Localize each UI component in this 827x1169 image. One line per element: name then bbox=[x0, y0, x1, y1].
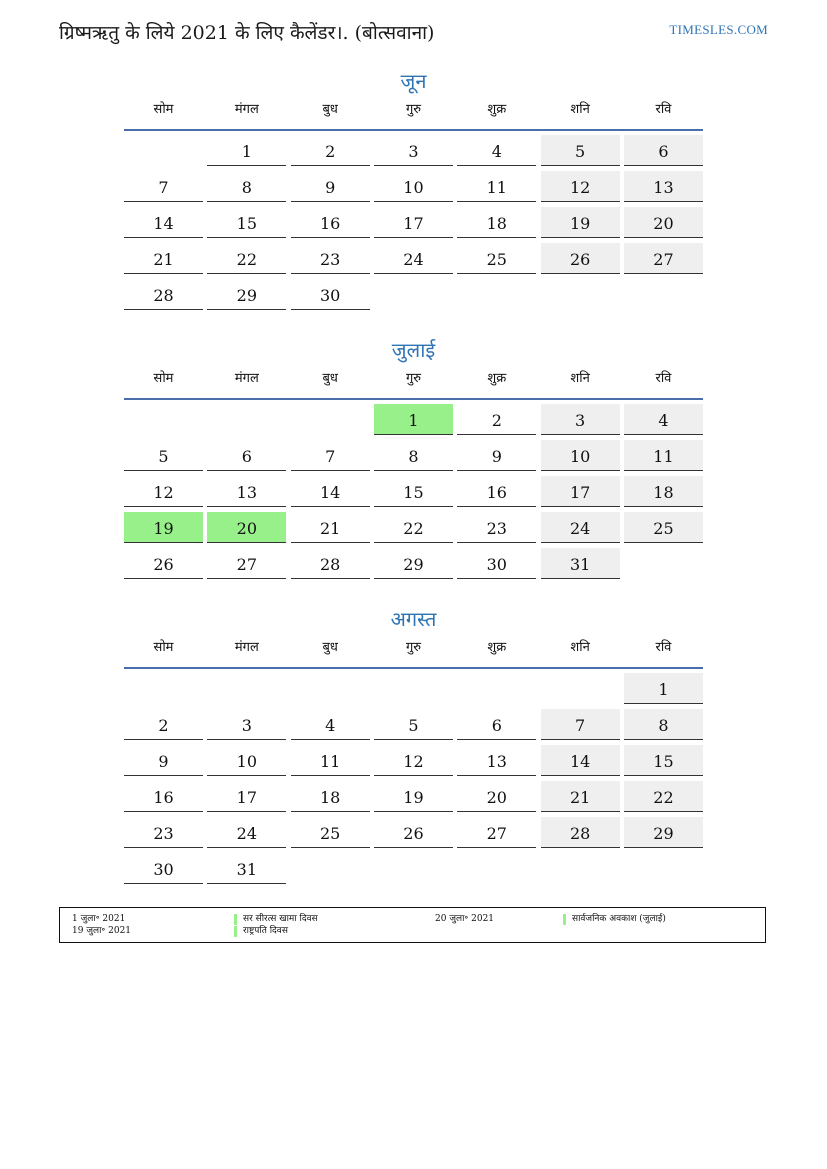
weekday-label: शुक्र bbox=[487, 102, 507, 117]
weekend-day-cell: 7 bbox=[541, 709, 620, 740]
weekday-label: गुरु bbox=[405, 371, 422, 386]
day-cell: 15 bbox=[207, 207, 286, 238]
day-cell: 23 bbox=[457, 512, 536, 543]
month-august bbox=[124, 604, 703, 889]
day-cell: 9 bbox=[457, 440, 536, 471]
week-row bbox=[124, 171, 703, 207]
empty-cell bbox=[291, 853, 370, 884]
day-cell: 7 bbox=[124, 171, 203, 202]
day-cell: 8 bbox=[374, 440, 453, 471]
day-cell: 6 bbox=[457, 709, 536, 740]
weekday-header bbox=[124, 365, 703, 400]
weekend-day-cell: 18 bbox=[624, 476, 703, 507]
day-cell: 18 bbox=[291, 781, 370, 812]
empty-cell bbox=[624, 853, 703, 884]
weekend-day-cell: 8 bbox=[624, 709, 703, 740]
day-cell: 27 bbox=[207, 548, 286, 579]
empty-cell bbox=[541, 853, 620, 884]
weekday-label: रवि bbox=[655, 640, 672, 655]
day-cell: 17 bbox=[374, 207, 453, 238]
day-cell: 21 bbox=[124, 243, 203, 274]
empty-cell bbox=[374, 279, 453, 310]
empty-cell bbox=[291, 404, 370, 435]
day-cell: 19 bbox=[374, 781, 453, 812]
day-cell: 5 bbox=[374, 709, 453, 740]
legend-holiday-name: सर सीरत्स खामा दिवस bbox=[234, 914, 318, 925]
day-cell: 16 bbox=[457, 476, 536, 507]
month-july bbox=[124, 335, 703, 584]
weekend-day-cell: 15 bbox=[624, 745, 703, 776]
weekday-label: मंगल bbox=[234, 640, 259, 655]
weekend-day-cell: 14 bbox=[541, 745, 620, 776]
empty-cell bbox=[457, 279, 536, 310]
empty-cell bbox=[207, 404, 286, 435]
week-row bbox=[124, 476, 703, 512]
weekend-day-cell: 28 bbox=[541, 817, 620, 848]
weekend-day-cell: 12 bbox=[541, 171, 620, 202]
day-cell: 2 bbox=[291, 135, 370, 166]
day-cell: 20 bbox=[457, 781, 536, 812]
day-cell: 23 bbox=[291, 243, 370, 274]
weekend-day-cell: 13 bbox=[624, 171, 703, 202]
empty-cell bbox=[541, 673, 620, 704]
month-grid bbox=[124, 404, 703, 584]
site-link[interactable]: TIMESLES.COM bbox=[669, 22, 768, 37]
weekday-label: शनि bbox=[570, 640, 590, 655]
month-june bbox=[124, 66, 703, 315]
empty-cell bbox=[374, 853, 453, 884]
day-cell: 8 bbox=[207, 171, 286, 202]
empty-cell bbox=[124, 135, 203, 166]
day-cell: 24 bbox=[207, 817, 286, 848]
weekday-label: सोम bbox=[153, 102, 174, 117]
week-row bbox=[124, 135, 703, 171]
week-row bbox=[124, 404, 703, 440]
day-cell: 30 bbox=[124, 853, 203, 884]
weekday-label: सोम bbox=[153, 371, 174, 386]
empty-cell bbox=[457, 853, 536, 884]
day-cell: 28 bbox=[124, 279, 203, 310]
day-cell: 29 bbox=[374, 548, 453, 579]
empty-cell bbox=[374, 673, 453, 704]
day-cell: 5 bbox=[124, 440, 203, 471]
weekend-day-cell: 26 bbox=[541, 243, 620, 274]
weekday-label: शनि bbox=[570, 371, 590, 386]
weekday-label: बुध bbox=[322, 371, 338, 386]
empty-cell bbox=[624, 279, 703, 310]
day-cell: 25 bbox=[291, 817, 370, 848]
legend-date: 19 जुला॰ 2021 bbox=[72, 926, 132, 936]
month-name: अगस्त bbox=[390, 607, 437, 631]
day-cell: 22 bbox=[207, 243, 286, 274]
week-row bbox=[124, 440, 703, 476]
holiday-day-cell: 1 bbox=[374, 404, 453, 435]
weekend-day-cell: 10 bbox=[541, 440, 620, 471]
day-cell: 21 bbox=[291, 512, 370, 543]
day-cell: 10 bbox=[207, 745, 286, 776]
day-cell: 9 bbox=[291, 171, 370, 202]
legend-date: 20 जुला॰ 2021 bbox=[435, 914, 495, 924]
week-row bbox=[124, 673, 703, 709]
weekday-label: शुक्र bbox=[487, 371, 507, 386]
weekend-day-cell: 3 bbox=[541, 404, 620, 435]
day-cell: 17 bbox=[207, 781, 286, 812]
weekend-day-cell: 27 bbox=[624, 243, 703, 274]
weekend-day-cell: 4 bbox=[624, 404, 703, 435]
week-row bbox=[124, 243, 703, 279]
day-cell: 27 bbox=[457, 817, 536, 848]
day-cell: 11 bbox=[457, 171, 536, 202]
empty-cell bbox=[207, 673, 286, 704]
empty-cell bbox=[124, 404, 203, 435]
week-row bbox=[124, 817, 703, 853]
legend-holiday-name: राष्ट्रपति दिवस bbox=[234, 926, 288, 937]
day-cell: 23 bbox=[124, 817, 203, 848]
day-cell: 24 bbox=[374, 243, 453, 274]
weekend-day-cell: 29 bbox=[624, 817, 703, 848]
empty-cell bbox=[291, 673, 370, 704]
weekday-header bbox=[124, 96, 703, 131]
weekend-day-cell: 1 bbox=[624, 673, 703, 704]
weekday-label: बुध bbox=[322, 640, 338, 655]
week-row bbox=[124, 745, 703, 781]
weekend-day-cell: 25 bbox=[624, 512, 703, 543]
holiday-legend bbox=[59, 907, 766, 943]
week-row bbox=[124, 512, 703, 548]
day-cell: 11 bbox=[291, 745, 370, 776]
month-grid bbox=[124, 135, 703, 315]
weekend-day-cell: 5 bbox=[541, 135, 620, 166]
month-name: जुलाई bbox=[391, 338, 436, 362]
day-cell: 16 bbox=[124, 781, 203, 812]
day-cell: 28 bbox=[291, 548, 370, 579]
day-cell: 25 bbox=[457, 243, 536, 274]
week-row bbox=[124, 853, 703, 889]
weekend-day-cell: 22 bbox=[624, 781, 703, 812]
day-cell: 14 bbox=[291, 476, 370, 507]
holiday-day-cell: 20 bbox=[207, 512, 286, 543]
day-cell: 26 bbox=[374, 817, 453, 848]
legend-holiday-name: सार्वजनिक अवकाश (जुलाई) bbox=[563, 914, 666, 925]
day-cell: 2 bbox=[457, 404, 536, 435]
day-cell: 14 bbox=[124, 207, 203, 238]
weekend-day-cell: 19 bbox=[541, 207, 620, 238]
weekend-day-cell: 24 bbox=[541, 512, 620, 543]
weekday-label: बुध bbox=[322, 102, 338, 117]
day-cell: 18 bbox=[457, 207, 536, 238]
empty-cell bbox=[457, 673, 536, 704]
day-cell: 31 bbox=[207, 853, 286, 884]
holiday-day-cell: 19 bbox=[124, 512, 203, 543]
day-cell: 29 bbox=[207, 279, 286, 310]
weekend-day-cell: 21 bbox=[541, 781, 620, 812]
day-cell: 26 bbox=[124, 548, 203, 579]
week-row bbox=[124, 781, 703, 817]
weekday-label: शुक्र bbox=[487, 640, 507, 655]
day-cell: 4 bbox=[457, 135, 536, 166]
page-title: ग्रिष्मऋतु के लिये 2021 के लिए कैलेंडर।. (बोत्सवाना) bbox=[59, 22, 435, 44]
empty-cell bbox=[124, 673, 203, 704]
weekend-day-cell: 20 bbox=[624, 207, 703, 238]
weekend-day-cell: 11 bbox=[624, 440, 703, 471]
day-cell: 2 bbox=[124, 709, 203, 740]
day-cell: 9 bbox=[124, 745, 203, 776]
legend-date: 1 जुला॰ 2021 bbox=[72, 914, 126, 924]
weekday-label: मंगल bbox=[234, 102, 259, 117]
day-cell: 13 bbox=[207, 476, 286, 507]
weekday-label: गुरु bbox=[405, 102, 422, 117]
day-cell: 1 bbox=[207, 135, 286, 166]
day-cell: 12 bbox=[374, 745, 453, 776]
day-cell: 13 bbox=[457, 745, 536, 776]
day-cell: 4 bbox=[291, 709, 370, 740]
day-cell: 6 bbox=[207, 440, 286, 471]
day-cell: 3 bbox=[374, 135, 453, 166]
weekday-label: रवि bbox=[655, 102, 672, 117]
day-cell: 7 bbox=[291, 440, 370, 471]
day-cell: 12 bbox=[124, 476, 203, 507]
weekday-label: शनि bbox=[570, 102, 590, 117]
month-grid bbox=[124, 673, 703, 889]
weekend-day-cell: 31 bbox=[541, 548, 620, 579]
weekday-header bbox=[124, 634, 703, 669]
week-row bbox=[124, 207, 703, 243]
day-cell: 30 bbox=[457, 548, 536, 579]
day-cell: 3 bbox=[207, 709, 286, 740]
weekday-label: गुरु bbox=[405, 640, 422, 655]
week-row bbox=[124, 548, 703, 584]
weekday-label: रवि bbox=[655, 371, 672, 386]
empty-cell bbox=[541, 279, 620, 310]
week-row bbox=[124, 709, 703, 745]
day-cell: 16 bbox=[291, 207, 370, 238]
week-row bbox=[124, 279, 703, 315]
empty-cell bbox=[624, 548, 703, 579]
day-cell: 30 bbox=[291, 279, 370, 310]
weekend-day-cell: 17 bbox=[541, 476, 620, 507]
weekend-day-cell: 6 bbox=[624, 135, 703, 166]
day-cell: 22 bbox=[374, 512, 453, 543]
day-cell: 10 bbox=[374, 171, 453, 202]
weekday-label: सोम bbox=[153, 640, 174, 655]
weekday-label: मंगल bbox=[234, 371, 259, 386]
day-cell: 15 bbox=[374, 476, 453, 507]
month-name: जून bbox=[400, 69, 427, 93]
